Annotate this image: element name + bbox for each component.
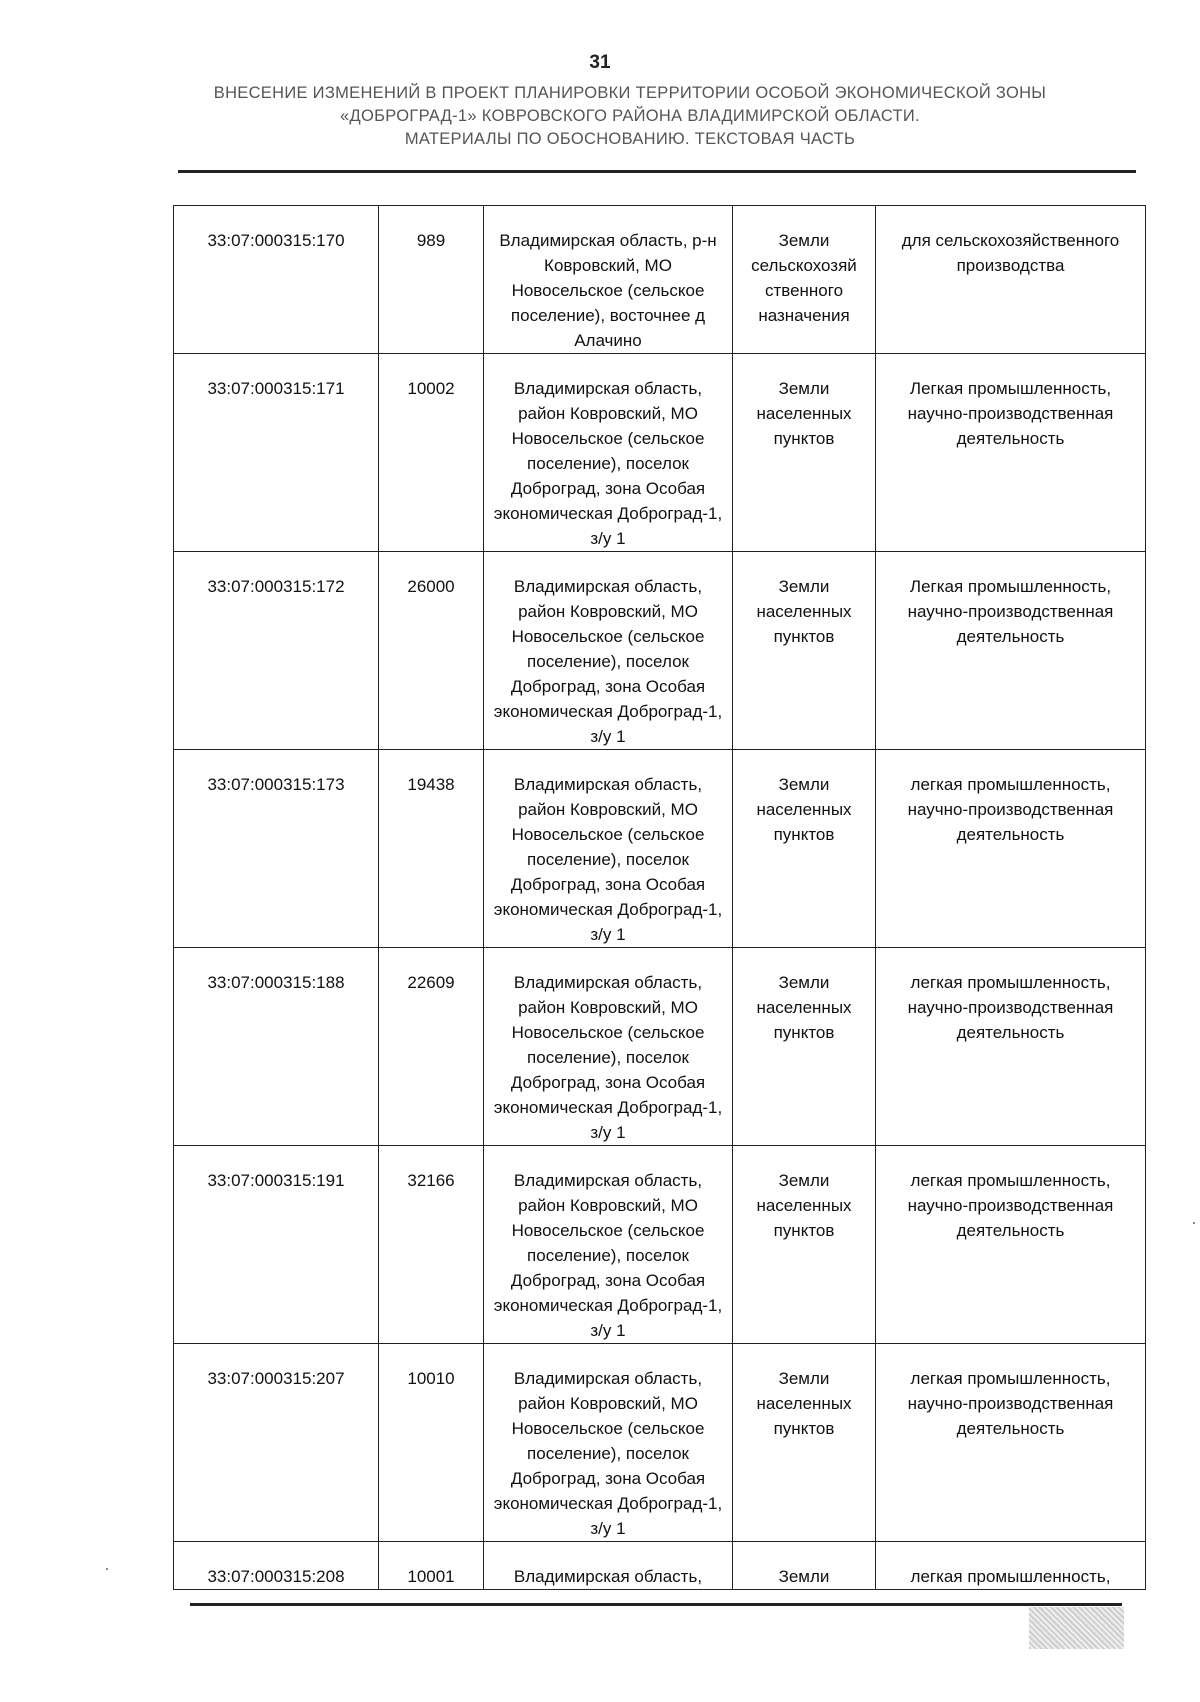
address-cell: Владимирская область, район Ковровский, МО Новосельское (сельское поселение), поселок Доброград, зона Особая экономическая Доброград-1, з/у 1 [484, 1146, 733, 1344]
table-row [174, 1344, 1146, 1542]
address-cell: Владимирская область, район Ковровский, МО Новосельское (сельское поселение), поселок Доброград, зона Особая экономическая Доброград-1, з/у 1 [484, 552, 733, 750]
scan-speck [1193, 1222, 1195, 1224]
land-category-cell: Земли населенных пунктов [733, 552, 876, 750]
land-category-cell: Земли населенных пунктов [733, 948, 876, 1146]
table-row [174, 206, 1146, 354]
area-cell: 19438 [379, 750, 484, 948]
scan-speck [106, 1568, 108, 1570]
scan-stamp-mark [1029, 1607, 1124, 1649]
address-cell: Владимирская область, район Ковровский, МО Новосельское (сельское поселение), поселок Доброград, зона Особая экономическая Доброград-1, з/у 1 [484, 1344, 733, 1542]
land-plots-table [173, 205, 1146, 1590]
cadastral-number-cell: 33:07:000315:188 [174, 948, 379, 1146]
permitted-use-cell: легкая промышленность, научно-производственная деятельность [876, 948, 1146, 1146]
area-cell: 10010 [379, 1344, 484, 1542]
header-rule [178, 170, 1136, 173]
permitted-use-cell: Легкая промышленность, научно-производственная деятельность [876, 354, 1146, 552]
permitted-use-cell: для сельскохозяйственного производства [876, 206, 1146, 354]
area-cell: 10002 [379, 354, 484, 552]
permitted-use-cell: легкая промышленность, научно-производственная деятельность [876, 1146, 1146, 1344]
land-category-cell: Земли сельскохозяй ственного назначения [733, 206, 876, 354]
cadastral-number-cell: 33:07:000315:170 [174, 206, 379, 354]
cadastral-number-cell: 33:07:000315:171 [174, 354, 379, 552]
land-category-cell: Земли [733, 1542, 876, 1590]
permitted-use-cell: легкая промышленность, научно-производственная деятельность [876, 750, 1146, 948]
table-row [174, 750, 1146, 948]
address-cell: Владимирская область, район Ковровский, МО Новосельское (сельское поселение), поселок Доброград, зона Особая экономическая Доброград-1, з/у 1 [484, 354, 733, 552]
header-line-1: ВНЕСЕНИЕ ИЗМЕНЕНИЙ В ПРОЕКТ ПЛАНИРОВКИ ТЕРРИТОРИИ ОСОБОЙ ЭКОНОМИЧЕСКОЙ ЗОНЫ [213, 84, 1047, 102]
address-cell: Владимирская область, район Ковровский, МО Новосельское (сельское поселение), поселок Доброград, зона Особая экономическая Доброград-1, з/у 1 [484, 948, 733, 1146]
permitted-use-cell: легкая промышленность, [876, 1542, 1146, 1590]
table-row [174, 948, 1146, 1146]
table-row [174, 552, 1146, 750]
area-cell: 989 [379, 206, 484, 354]
land-category-cell: Земли населенных пунктов [733, 1344, 876, 1542]
area-cell: 10001 [379, 1542, 484, 1590]
cadastral-number-cell: 33:07:000315:191 [174, 1146, 379, 1344]
page-number: 31 [589, 52, 611, 73]
land-category-cell: Земли населенных пунктов [733, 354, 876, 552]
area-cell: 22609 [379, 948, 484, 1146]
table-row [174, 1146, 1146, 1344]
area-cell: 26000 [379, 552, 484, 750]
permitted-use-cell: Легкая промышленность, научно-производственная деятельность [876, 552, 1146, 750]
area-cell: 32166 [379, 1146, 484, 1344]
table-row [174, 1542, 1146, 1590]
header-line-2: «ДОБРОГРАД-1» КОВРОВСКОГО РАЙОНА ВЛАДИМИРСКОЙ ОБЛАСТИ. [340, 107, 920, 125]
land-category-cell: Земли населенных пунктов [733, 1146, 876, 1344]
address-cell: Владимирская область, район Ковровский, МО Новосельское (сельское поселение), поселок Доброград, зона Особая экономическая Доброград-1, з/у 1 [484, 750, 733, 948]
header-line-3: МАТЕРИАЛЫ ПО ОБОСНОВАНИЮ. ТЕКСТОВАЯ ЧАСТЬ [404, 130, 856, 148]
address-cell: Владимирская область, [484, 1542, 733, 1590]
permitted-use-cell: легкая промышленность, научно-производственная деятельность [876, 1344, 1146, 1542]
footer-rule [190, 1603, 1122, 1606]
address-cell: Владимирская область, р-н Ковровский, МО Новосельское (сельское поселение), восточнее д Алачино [484, 206, 733, 354]
document-header [180, 82, 1080, 151]
cadastral-number-cell: 33:07:000315:208 [174, 1542, 379, 1590]
cadastral-number-cell: 33:07:000315:173 [174, 750, 379, 948]
cadastral-number-cell: 33:07:000315:207 [174, 1344, 379, 1542]
land-category-cell: Земли населенных пунктов [733, 750, 876, 948]
table-row [174, 354, 1146, 552]
cadastral-number-cell: 33:07:000315:172 [174, 552, 379, 750]
